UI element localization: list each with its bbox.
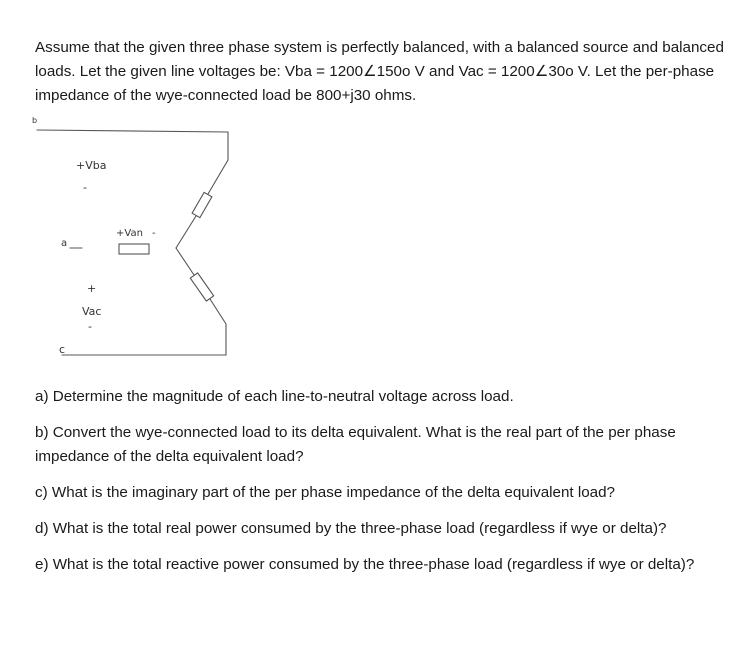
vac-plus: + (87, 282, 97, 295)
question-list (35, 385, 745, 589)
van-symbol (119, 244, 149, 254)
vac-minus: - (88, 320, 92, 333)
problem-intro: Assume that the given three phase system is perfectly balanced, with a balanced source and balanced loads. Let the given line voltages be: Vba = 1200∠150o V and Vac = 1200∠30o V. Let the per-phase impedance of the wye-connected load be 800+j30 ohms. (35, 39, 724, 104)
question-c: c) What is the imaginary part of the per phase impedance of the delta equivalent load? (35, 484, 616, 501)
question-e: e) What is the total reactive power consumed by the three-phase load (regardless if wye or delta)? (35, 556, 695, 573)
wire-upper-branch-top (208, 160, 228, 194)
vba-minus: - (83, 181, 87, 194)
question-a: a) Determine the magnitude of each line-to-neutral voltage across load. (35, 388, 514, 405)
vac-label: Vac (82, 305, 102, 318)
circuit-diagram (30, 112, 260, 362)
node-c-label: c (59, 343, 66, 356)
circuit-svg (30, 112, 260, 362)
question-d: d) What is the total real power consumed by the three-phase load (regardless if wye or delta)? (35, 520, 667, 537)
van-label: +Van (116, 228, 143, 239)
lower-load-resistor (190, 273, 213, 301)
upper-load-resistor (192, 192, 212, 217)
van-minus: - (152, 228, 156, 239)
node-a-label: a (61, 238, 68, 249)
vba-label: +Vba (76, 159, 107, 172)
wire-lower-branch-top (176, 248, 194, 275)
node-b-label: b (32, 116, 38, 125)
wire-lower-branch-bottom (210, 299, 226, 324)
question-b: b) Convert the wye-connected load to its delta equivalent. What is the real part of the per phase impedance of the delta equivalent load? (35, 424, 676, 465)
wire-upper-branch-bottom (176, 216, 196, 248)
wire-b (37, 130, 228, 132)
